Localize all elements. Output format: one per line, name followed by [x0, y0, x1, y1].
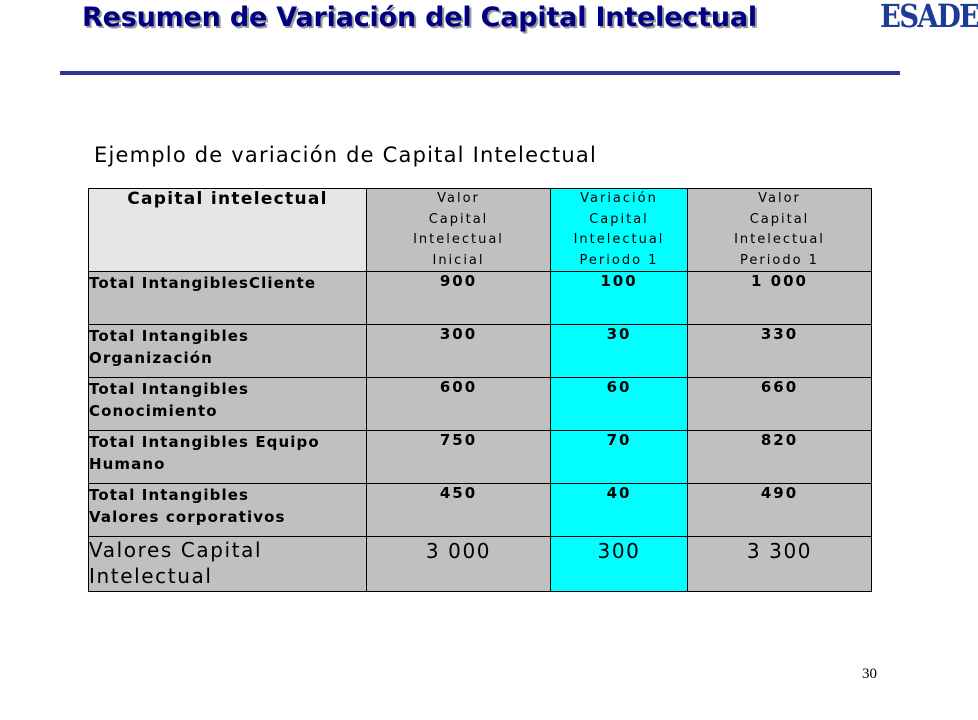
header-line: Capital — [428, 211, 489, 227]
header-line: Periodo 1 — [579, 252, 659, 268]
header-capital-intelectual: Capital intelectual — [89, 189, 367, 272]
esade-logo: ESADE — [880, 0, 978, 35]
header-line: Variación — [580, 191, 658, 206]
row-label — [89, 431, 367, 484]
row-label-line: Total Intangibles Equipo — [89, 433, 320, 451]
title-divider — [60, 71, 900, 75]
title-block — [82, 2, 757, 33]
row-label-line: Total IntangiblesCliente — [89, 274, 317, 292]
row-label-line: Humano — [89, 455, 166, 473]
header-line: Valor — [758, 191, 801, 206]
header-variacion — [551, 189, 688, 272]
capital-table — [88, 188, 872, 592]
cell-variacion: 60 — [551, 378, 688, 431]
table-row — [89, 325, 872, 378]
cell-variacion: 70 — [551, 431, 688, 484]
header-line: Intelectual — [573, 232, 665, 247]
header-line: Capital — [589, 211, 649, 227]
header-line: Intelectual — [734, 232, 825, 247]
row-label — [89, 272, 367, 325]
cell-inicial: 450 — [367, 484, 551, 537]
table-row — [89, 431, 872, 484]
header-valor-periodo — [688, 189, 872, 272]
header-line: Inicial — [432, 252, 485, 268]
cell-inicial: 750 — [367, 431, 551, 484]
cell-final: 1 000 — [688, 272, 872, 325]
cell-inicial: 600 — [367, 378, 551, 431]
table-row — [89, 484, 872, 537]
row-label-line: Conocimiento — [89, 402, 218, 420]
table-row — [89, 272, 872, 325]
header-line: Periodo 1 — [740, 252, 819, 268]
cell-inicial: 300 — [367, 325, 551, 378]
table-caption: Ejemplo de variación de Capital Intelectual — [94, 143, 597, 167]
row-label — [89, 484, 367, 537]
cell-final: 660 — [688, 378, 872, 431]
row-label — [89, 325, 367, 378]
total-label-line: Valores Capital — [89, 538, 263, 562]
cell-inicial: 900 — [367, 272, 551, 325]
table-header-row — [89, 189, 872, 272]
cell-variacion: 30 — [551, 325, 688, 378]
total-inicial: 3 000 — [367, 537, 551, 592]
row-label-line: Valores corporativos — [89, 508, 286, 526]
row-label-line: Organización — [89, 349, 213, 367]
cell-final: 330 — [688, 325, 872, 378]
cell-variacion: 40 — [551, 484, 688, 537]
header-valor-inicial — [367, 189, 551, 272]
cell-final: 820 — [688, 431, 872, 484]
page-number: 30 — [862, 666, 877, 682]
total-variacion: 300 — [551, 537, 688, 592]
table-row — [89, 378, 872, 431]
row-label-line: Total Intangibles — [89, 327, 249, 345]
row-label-line: Total Intangibles — [89, 486, 249, 504]
cell-variacion: 100 — [551, 272, 688, 325]
total-label — [89, 537, 367, 592]
row-label — [89, 378, 367, 431]
total-final: 3 300 — [688, 537, 872, 592]
row-label-line: Total Intangibles — [89, 380, 249, 398]
cell-final: 490 — [688, 484, 872, 537]
header-line: Capital — [749, 211, 810, 227]
slide-title: Resumen de Variación del Capital Intelectual — [82, 2, 757, 33]
header-line: Valor — [437, 191, 480, 206]
table-total-row — [89, 537, 872, 592]
total-label-line: Intelectual — [89, 564, 213, 588]
header-line: Intelectual — [413, 232, 504, 247]
